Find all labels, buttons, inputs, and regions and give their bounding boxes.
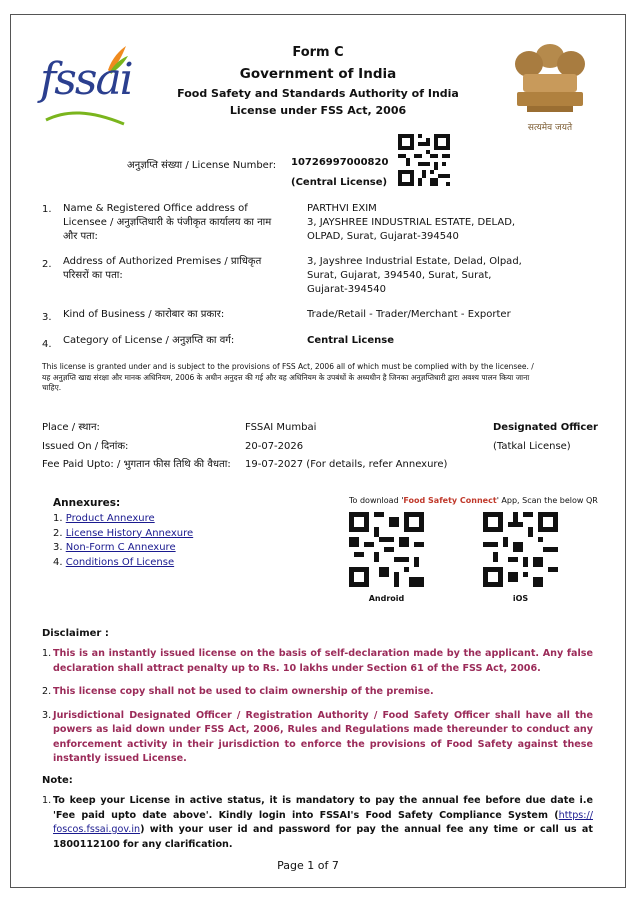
license-number: 10726997000820 (291, 157, 389, 168)
authority-title: Food Safety and Standards Authority of India (177, 87, 459, 100)
disclaimer-item: 1. This is an instantly issued license on the basis of self-declaration made by the applicant. Any false declaration shall attract penalty up to Rs. 10 lakhs under Section 61 of the FSS Act, 2006. (42, 647, 593, 676)
annexure-number: 2. (53, 527, 63, 539)
annexures-title: Annexures: (53, 497, 121, 509)
place-value: FSSAI Mumbai (245, 422, 317, 433)
note-text-after: ) with your user id and password for pay the annual fee any time or call us at 1800112100 for any clarification. (53, 824, 593, 850)
government-title: Government of India (239, 66, 397, 82)
field-1-number: 1. (42, 204, 52, 215)
field-3-number: 3. (42, 312, 52, 323)
field-1-value (307, 202, 547, 244)
ios-label: iOS (512, 594, 529, 603)
form-title: Form C (292, 45, 344, 60)
app-name: Food Safety Connect (403, 496, 497, 505)
license-type: (Central License) (291, 177, 388, 188)
ios-qr-code[interactable] (483, 512, 558, 587)
officer-subtitle: (Tatkal License) (493, 441, 571, 452)
act-title: License under FSS Act, 2006 (229, 104, 407, 117)
conditions-of-license-link[interactable]: Conditions Of License (65, 556, 175, 568)
issued-on-value: 20-07-2026 (245, 441, 304, 452)
annexure-item (53, 512, 193, 527)
note-item: 1. To keep your License in active status, it is mandatory to pay the annual fee before due date i.e 'Fee paid upto date above'. Kindly login into FSSAI's Food Safety Compliance System (https:// foscos.fssai.gov.in) with your user id and password for pay the annual fee any time or call us at 1800112100 for any clarification. (42, 794, 593, 852)
emblem-motto: सत्यमेव जयते (527, 123, 573, 133)
fee-paid-label: Fee Paid Upto: / भुगतान फीस तिथि की वैधता: (42, 459, 231, 470)
field-4-label: Category of License / अनुज्ञप्ति का वर्ग: (63, 335, 235, 346)
annexure-number: 4. (53, 556, 63, 568)
disclaimer-list (42, 647, 593, 767)
disclaimer-text: This is an instantly issued license on the basis of self-declaration made by the applicant. Any false declaration shall attract penalty up to Rs. 10 lakhs under Section 61 of the FSS Act, 2006. (53, 648, 593, 674)
fssai-logo (38, 40, 130, 132)
non-form-c-annexure-link[interactable]: Non-Form C Annexure (65, 542, 176, 553)
field-3-label: Kind of Business / कारोबार का प्रकार: (63, 309, 225, 320)
annexure-item (53, 556, 193, 571)
field-1-value-line-1: PARTHVI EXIM (307, 203, 377, 214)
field-2-value-line-2: Surat, Gujarat, 394540, Surat, Surat, (307, 270, 492, 281)
disclaimer-item: 2. This license copy shall not be used to claim ownership of the premise. (42, 685, 593, 700)
field-1-value-line-2: 3, JAYSHREE INDUSTRIAL ESTATE, DELAD, (307, 217, 516, 228)
annexure-item (53, 527, 193, 542)
place-label: Place / स्थान: (42, 422, 100, 433)
android-label: Android (368, 594, 405, 603)
disclaimer-item: 3. Jurisdictional Designated Officer / Registration Authority / Food Safety Officer shall have all the powers as laid down under FSS Act, 2006, Rules and Regulations made thereunder to conduct any enforcement activity in their jurisdiction to enforce the provisions of Food Safety against these instantly issued License. (42, 709, 593, 767)
license-history-annexure-link[interactable]: License History Annexure (65, 527, 194, 539)
annexure-number: 1. (53, 513, 63, 524)
foscos-link[interactable]: https:// foscos.fssai.gov.in (53, 809, 593, 835)
license-number-label: अनुज्ञप्ति संख्या / License Number: (127, 160, 277, 171)
field-1-value-line-3: OLPAD, Surat, Gujarat-394540 (307, 231, 459, 242)
national-emblem (505, 40, 595, 135)
annexure-list (53, 512, 193, 570)
annexure-item (53, 541, 193, 556)
disclaimer-text: Jurisdictional Designated Officer / Registration Authority / Food Safety Officer shall have all the powers as laid down under FSS Act, 2006, Rules and Regulations made thereunder to conduct any enforcement activity in their jurisdiction to enforce the provisions of Food Safety against these instantly issued License. (53, 709, 593, 764)
field-2-label: Address of Authorized Premises / प्राधिकृत परिसरों का पता: (63, 256, 262, 281)
license-qr-code (398, 134, 450, 186)
note-text-before: To keep your License in active status, it is mandatory to pay the annual fee before due date i.e 'Fee paid upto date above'. Kindly login into FSSAI's Food Safety Compliance System ( (53, 795, 593, 821)
product-annexure-link[interactable]: Product Annexure (65, 513, 155, 524)
grant-statement: This license is granted under and is subject to the provisions of FSS Act, 2006 all of which must be complied with by the licensee. / यह अनुज्ञप्ति खाद्य संरक्षा और मानक अधिनियम, 2006 के अधीन अनुदत्त की गई और वह अधिनियम के उपबंधों के अध्यधीन है जिनका अनुज्ञप्तिधारी द्वारा अवश्य पालन किया जाना चाहिए. (42, 362, 534, 392)
fssai-logo-text: fssai (40, 54, 132, 105)
disclaimer-text: This license copy shall not be used to claim ownership of the premise. (53, 686, 434, 697)
annexure-number: 3. (53, 542, 63, 553)
designated-officer: Designated Officer (493, 422, 598, 433)
download-suffix: ' App, Scan the below QR (496, 496, 598, 505)
android-qr-code[interactable] (349, 512, 424, 587)
issued-on-label: Issued On / दिनांक: (42, 441, 129, 452)
fee-paid-value: 19-07-2027 (For details, refer Annexure) (245, 459, 448, 470)
note-text (53, 794, 593, 852)
download-instruction (349, 496, 598, 505)
page-number: Page 1 of 7 (277, 859, 339, 872)
download-prefix: To download ' (349, 496, 404, 505)
disclaimer-title: Disclaimer : (42, 628, 109, 639)
field-2-value-line-3: Gujarat-394540 (307, 284, 386, 295)
field-1-label: Name & Registered Office address of Licensee / अनुज्ञप्तिधारी के पंजीकृत कार्यालय का नाम और पता: (63, 203, 272, 242)
field-2-number: 2. (42, 259, 52, 270)
field-4-number: 4. (42, 339, 52, 350)
field-3-value: Trade/Retail - Trader/Merchant - Exporter (307, 309, 511, 320)
field-2-value-line-1: 3, Jayshree Industrial Estate, Delad, Olpad, (307, 256, 522, 267)
note-title: Note: (42, 775, 73, 786)
field-4-value: Central License (307, 335, 394, 346)
field-2-value (307, 255, 547, 297)
